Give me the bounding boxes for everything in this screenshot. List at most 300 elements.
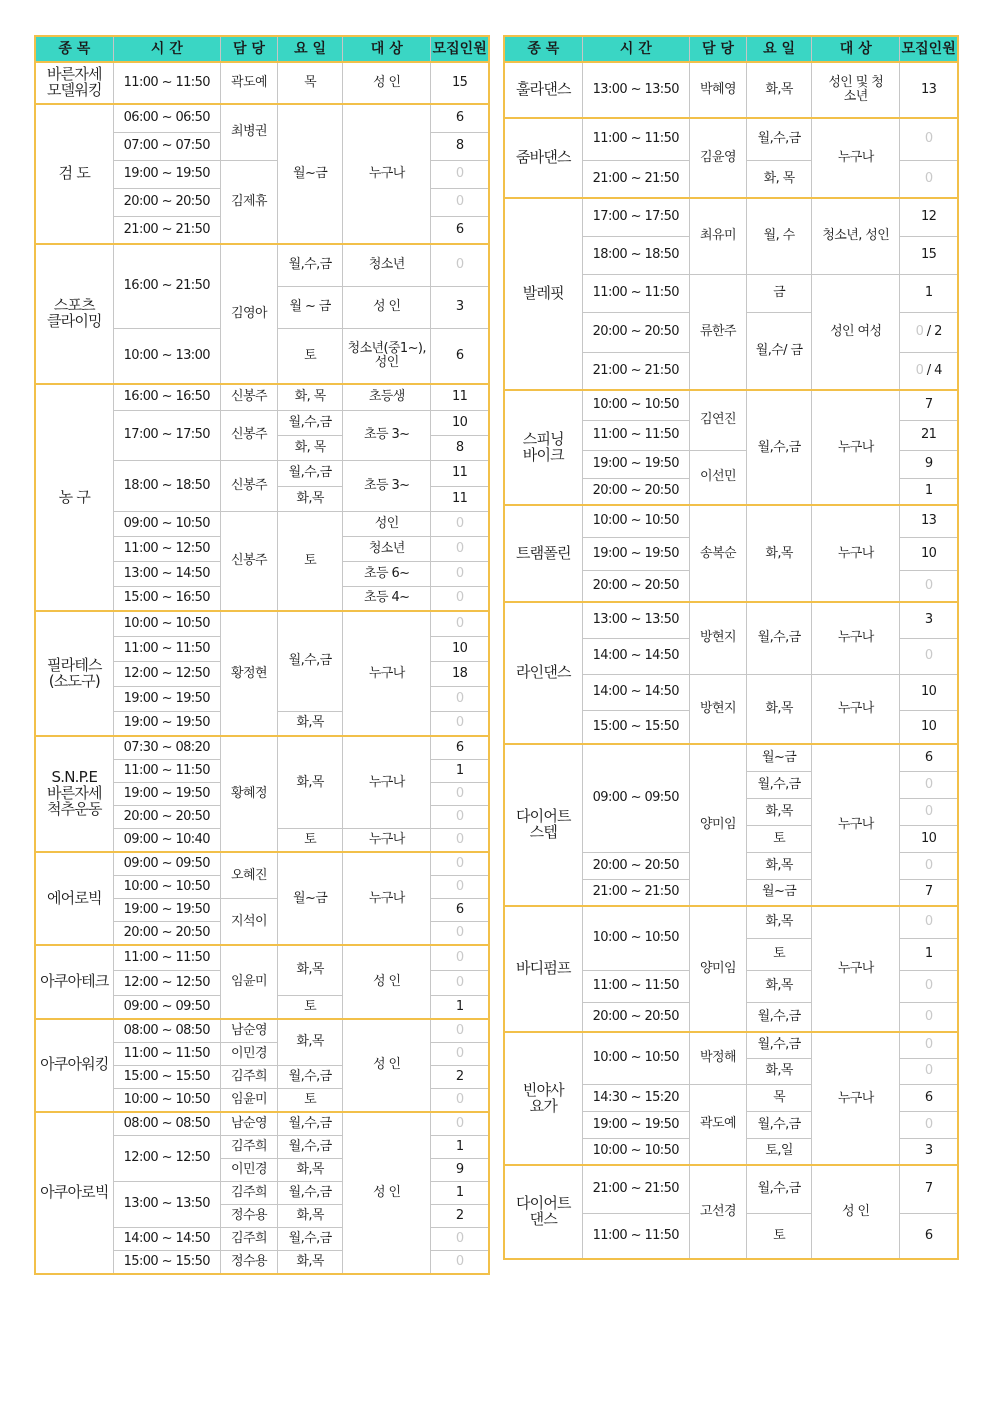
capacity-cell: 0 (431, 1112, 489, 1136)
days-cell: 월,수,금 (278, 1065, 343, 1088)
teacher-cell: 황혜정 (220, 736, 277, 852)
time-cell: 20:00 ~ 20:50 (582, 1002, 689, 1032)
time-cell: 20:00 ~ 20:50 (582, 852, 689, 879)
capacity-cell: 10 (431, 636, 489, 661)
time-cell: 11:00 ~ 11:50 (582, 1213, 689, 1259)
time-cell: 21:00 ~ 21:50 (582, 1165, 689, 1213)
program-group (35, 1019, 489, 1112)
teacher-cell: 박정해 (689, 1032, 746, 1084)
time-cell: 10:00 ~ 13:00 (113, 328, 220, 384)
time-cell: 19:00 ~ 19:50 (582, 537, 689, 570)
teacher-cell: 고선경 (689, 1165, 746, 1259)
capacity-cell: 10 (900, 537, 958, 570)
teacher-cell: 김주희 (220, 1181, 277, 1204)
capacity-cell: 0 (431, 561, 489, 586)
header-capacity: 모집인원 (431, 36, 489, 62)
days-cell: 토 (278, 511, 343, 611)
program-group (504, 1032, 958, 1165)
header-sport: 종 목 (504, 36, 582, 62)
table-row (504, 505, 958, 537)
capacity-cell: 1 (900, 478, 958, 505)
sport-name: 아쿠아로빅 (35, 1112, 113, 1274)
capacity-cell: 0 (431, 536, 489, 561)
capacity-cell: 0 (431, 611, 489, 636)
program-group (504, 505, 958, 602)
capacity-cell: 0 (900, 1058, 958, 1084)
time-cell: 13:00 ~ 13:50 (113, 1181, 220, 1227)
days-cell: 화,목 (278, 1250, 343, 1274)
target-cell: 성 인 (343, 1019, 431, 1112)
sport-name: 검 도 (35, 104, 113, 244)
days-cell: 월,수,금 (747, 1165, 812, 1213)
days-cell: 월, 수 (747, 198, 812, 274)
sport-name: 발레핏 (504, 198, 582, 390)
sport-name: 스피닝 바이크 (504, 390, 582, 505)
time-cell: 09:00 ~ 09:50 (113, 852, 220, 876)
table-row (35, 611, 489, 636)
teacher-cell: 송복순 (689, 505, 746, 602)
target-cell: 누구나 (343, 852, 431, 945)
capacity-cell: 0 (431, 829, 489, 853)
time-cell: 10:00 ~ 10:50 (582, 1032, 689, 1084)
capacity-cell: 10 (900, 825, 958, 852)
days-cell: 월,수,금 (278, 1227, 343, 1250)
teacher-cell: 류한주 (689, 274, 746, 390)
teacher-cell: 김영아 (220, 244, 277, 384)
capacity-cell: 8 (431, 132, 489, 160)
capacity-cell: 1 (431, 760, 489, 783)
table-row (35, 736, 489, 760)
capacity-cell: 0 (431, 711, 489, 736)
time-cell: 09:00 ~ 10:40 (113, 829, 220, 853)
capacity-cell: 0 (431, 1250, 489, 1274)
teacher-cell: 남순영 (220, 1112, 277, 1136)
time-cell: 19:00 ~ 19:50 (113, 711, 220, 736)
capacity-cell: 2 (431, 1065, 489, 1088)
days-cell: 월,수,금 (278, 611, 343, 711)
days-cell: 목 (278, 62, 343, 104)
target-cell: 성 인 (343, 945, 431, 1019)
table-row (504, 118, 958, 160)
teacher-cell: 양미임 (689, 744, 746, 906)
table-row (35, 945, 489, 970)
time-cell: 19:00 ~ 19:50 (113, 783, 220, 806)
capacity-cell: 15 (900, 236, 958, 274)
time-cell: 13:00 ~ 13:50 (582, 602, 689, 638)
target-cell: 초등 3~ (343, 460, 431, 511)
target-cell: 성인 (343, 511, 431, 536)
capacity-cell: 7 (900, 1165, 958, 1213)
target-cell: 누구나 (343, 611, 431, 736)
time-cell: 21:00 ~ 21:50 (582, 160, 689, 198)
sport-name: 트램폴린 (504, 505, 582, 602)
target-cell: 누구나 (812, 505, 900, 602)
target-cell: 누구나 (812, 602, 900, 674)
days-cell: 화,목 (278, 711, 343, 736)
capacity-cell: 6 (431, 328, 489, 384)
teacher-cell: 지석이 (220, 899, 277, 946)
time-cell: 10:00 ~ 10:50 (113, 1088, 220, 1112)
sport-name: 에어로빅 (35, 852, 113, 945)
time-cell: 17:00 ~ 17:50 (582, 198, 689, 236)
header-capacity: 모집인원 (900, 36, 958, 62)
days-cell: 화,목 (278, 486, 343, 511)
program-group (35, 945, 489, 1019)
time-cell: 11:00 ~ 11:50 (113, 760, 220, 783)
teacher-cell: 최병권 (220, 104, 277, 160)
time-cell: 11:00 ~ 12:50 (113, 536, 220, 561)
sport-name: S.N.P.E 바른자세 척추운동 (35, 736, 113, 852)
days-cell: 화,목 (747, 798, 812, 825)
header-sport: 종 목 (35, 36, 113, 62)
sport-name: 줌바댄스 (504, 118, 582, 198)
days-cell: 화,목 (278, 736, 343, 829)
teacher-cell: 김주희 (220, 1227, 277, 1250)
capacity-cell: 11 (431, 384, 489, 410)
capacity-cell: 0 (431, 1042, 489, 1065)
header-teacher: 담 당 (220, 36, 277, 62)
days-cell: 월,수,금 (278, 410, 343, 435)
time-cell: 19:00 ~ 19:50 (113, 899, 220, 922)
sport-name: 바른자세 모델워킹 (35, 62, 113, 104)
time-cell: 13:00 ~ 13:50 (582, 62, 689, 118)
capacity-cell: 0 (431, 783, 489, 806)
days-cell: 화,목 (747, 505, 812, 602)
program-group (35, 611, 489, 736)
table-row (35, 104, 489, 132)
days-cell: 월,수,금 (278, 1112, 343, 1136)
days-cell: 화,목 (747, 1058, 812, 1084)
days-cell: 토 (747, 938, 812, 970)
time-cell: 16:00 ~ 21:50 (113, 244, 220, 328)
teacher-cell: 이선민 (689, 450, 746, 505)
days-cell: 월,수,금 (747, 1002, 812, 1032)
time-cell: 10:00 ~ 10:50 (582, 390, 689, 420)
teacher-cell: 정수용 (220, 1250, 277, 1274)
capacity-cell: 0 (431, 876, 489, 899)
time-cell: 20:00 ~ 20:50 (582, 478, 689, 505)
time-cell: 11:00 ~ 11:50 (113, 636, 220, 661)
program-group (504, 1165, 958, 1259)
days-cell: 토 (278, 328, 343, 384)
capacity-cell: 10 (900, 674, 958, 710)
teacher-cell: 김주희 (220, 1135, 277, 1158)
time-cell: 13:00 ~ 14:50 (113, 561, 220, 586)
time-cell: 10:00 ~ 10:50 (582, 1138, 689, 1165)
teacher-cell: 김주희 (220, 1065, 277, 1088)
program-group (35, 62, 489, 104)
capacity-cell: 3 (431, 286, 489, 328)
capacity-cell: 0 (431, 160, 489, 188)
time-cell: 08:00 ~ 08:50 (113, 1112, 220, 1136)
teacher-cell: 임윤미 (220, 1088, 277, 1112)
teacher-cell: 신봉주 (220, 384, 277, 410)
time-cell: 11:00 ~ 11:50 (113, 1042, 220, 1065)
capacity-cell: 0 (431, 686, 489, 711)
time-cell: 08:00 ~ 08:50 (113, 1019, 220, 1043)
days-cell: 월~금 (747, 879, 812, 906)
days-cell: 토 (278, 995, 343, 1019)
capacity-cell: 0 (431, 1227, 489, 1250)
days-cell: 화,목 (278, 1019, 343, 1066)
days-cell: 월,수,금 (747, 771, 812, 798)
capacity-cell: 0 (900, 852, 958, 879)
sport-name: 아쿠아테크 (35, 945, 113, 1019)
time-cell: 19:00 ~ 19:50 (113, 160, 220, 188)
table-header (504, 36, 958, 62)
capacity-cell: 0 (431, 586, 489, 611)
sport-name: 훌라댄스 (504, 62, 582, 118)
capacity-cell: 8 (431, 435, 489, 460)
header-teacher: 담 당 (689, 36, 746, 62)
table-row (35, 62, 489, 104)
target-cell: 청소년(중1~), 성인 (343, 328, 431, 384)
days-cell: 월,수,금 (747, 602, 812, 674)
time-cell: 11:00 ~ 11:50 (113, 945, 220, 970)
table-header (35, 36, 489, 62)
time-cell: 06:00 ~ 06:50 (113, 104, 220, 132)
header-target: 대 상 (343, 36, 431, 62)
sport-name: 아쿠아워킹 (35, 1019, 113, 1112)
teacher-cell: 이민경 (220, 1042, 277, 1065)
days-cell: 화,목 (278, 945, 343, 995)
table-row (504, 906, 958, 938)
target-cell: 성 인 (812, 1165, 900, 1259)
header-time: 시 간 (113, 36, 220, 62)
capacity-cell: 2 (431, 1204, 489, 1227)
capacity-cell: 0 (431, 511, 489, 536)
table-row (35, 384, 489, 410)
capacity-cell: 10 (431, 410, 489, 435)
days-cell: 월,수,금 (747, 1111, 812, 1138)
header-time: 시 간 (582, 36, 689, 62)
capacity-cell: 9 (900, 450, 958, 478)
capacity-cell: 1 (431, 1135, 489, 1158)
capacity-cell: 7 (900, 390, 958, 420)
target-cell: 청소년 (343, 244, 431, 286)
time-cell: 20:00 ~ 20:50 (113, 922, 220, 946)
days-cell: 월,수,금 (278, 244, 343, 286)
capacity-cell: 0 (431, 806, 489, 829)
program-group (35, 104, 489, 244)
table-row (35, 852, 489, 876)
teacher-cell: 오혜진 (220, 852, 277, 899)
capacity-cell: 1 (900, 938, 958, 970)
table-row (504, 62, 958, 118)
capacity-cell: 0 (900, 160, 958, 198)
days-cell: 월,수,금 (747, 1032, 812, 1058)
target-cell: 성인 여성 (812, 274, 900, 390)
time-cell: 16:00 ~ 16:50 (113, 384, 220, 410)
days-cell: 토 (278, 1088, 343, 1112)
capacity-cell: 1 (431, 1181, 489, 1204)
program-group (504, 62, 958, 118)
days-cell: 화,목 (747, 674, 812, 744)
capacity-cell: 0 (431, 945, 489, 970)
capacity-cell: 21 (900, 420, 958, 450)
capacity-cell: 1 (900, 274, 958, 312)
days-cell: 토 (747, 1213, 812, 1259)
target-cell: 누구나 (812, 906, 900, 1032)
days-cell: 금 (747, 274, 812, 312)
teacher-cell: 곽도예 (689, 1084, 746, 1165)
capacity-cell: 0 (431, 188, 489, 216)
days-cell: 화, 목 (278, 435, 343, 460)
program-group (35, 384, 489, 611)
capacity-cell: 3 (900, 1138, 958, 1165)
target-cell: 청소년 (343, 536, 431, 561)
program-group (35, 244, 489, 384)
capacity-cell: 18 (431, 661, 489, 686)
days-cell: 토 (278, 829, 343, 853)
sport-name: 다이어트 댄스 (504, 1165, 582, 1259)
table-row (35, 244, 489, 286)
capacity-cell: 0 (431, 970, 489, 995)
target-cell: 초등 4~ (343, 586, 431, 611)
table-row (504, 744, 958, 771)
teacher-cell: 신봉주 (220, 460, 277, 511)
capacity-cell: 6 (431, 736, 489, 760)
table-row (504, 1165, 958, 1213)
days-cell: 월,수,금 (747, 118, 812, 160)
target-cell: 누구나 (343, 104, 431, 244)
time-cell: 14:00 ~ 14:50 (113, 1227, 220, 1250)
capacity-cell: 0 / 2 (900, 312, 958, 352)
target-cell: 초등생 (343, 384, 431, 410)
capacity-cell: 7 (900, 879, 958, 906)
target-cell: 초등 3~ (343, 410, 431, 460)
time-cell: 09:00 ~ 10:50 (113, 511, 220, 536)
capacity-cell: 13 (900, 505, 958, 537)
header-target: 대 상 (812, 36, 900, 62)
table-row (504, 1032, 958, 1058)
program-group (504, 390, 958, 505)
capacity-cell: 13 (900, 62, 958, 118)
program-group (504, 118, 958, 198)
time-cell: 11:00 ~ 11:50 (582, 420, 689, 450)
capacity-cell: 11 (431, 460, 489, 486)
teacher-cell: 곽도예 (220, 62, 277, 104)
capacity-cell: 6 (900, 1084, 958, 1111)
teacher-cell: 신봉주 (220, 511, 277, 611)
table-row (35, 1112, 489, 1136)
program-group (504, 906, 958, 1032)
target-cell: 초등 6~ (343, 561, 431, 586)
time-cell: 20:00 ~ 20:50 (113, 806, 220, 829)
capacity-cell: 6 (431, 899, 489, 922)
time-cell: 11:00 ~ 11:50 (582, 118, 689, 160)
time-cell: 10:00 ~ 10:50 (113, 611, 220, 636)
program-group (35, 852, 489, 945)
teacher-cell: 최유미 (689, 198, 746, 274)
time-cell: 15:00 ~ 15:50 (113, 1065, 220, 1088)
capacity-cell: 0 (900, 771, 958, 798)
program-group (504, 602, 958, 744)
days-cell: 화,목 (747, 62, 812, 118)
sport-name: 다이어트 스텝 (504, 744, 582, 906)
target-cell: 누구나 (343, 736, 431, 829)
header-days: 요 일 (278, 36, 343, 62)
program-group (35, 1112, 489, 1274)
days-cell: 화,목 (278, 1204, 343, 1227)
time-cell: 20:00 ~ 20:50 (582, 312, 689, 352)
time-cell: 18:00 ~ 18:50 (113, 460, 220, 511)
time-cell: 14:00 ~ 14:50 (582, 638, 689, 674)
days-cell: 월 ~ 금 (278, 286, 343, 328)
program-group (35, 736, 489, 852)
capacity-cell: 15 (431, 62, 489, 104)
time-cell: 09:00 ~ 09:50 (582, 744, 689, 852)
days-cell: 월,수,금 (278, 460, 343, 486)
schedule-table-left (34, 35, 490, 1275)
teacher-cell: 김제휴 (220, 160, 277, 244)
capacity-cell: 0 (900, 1111, 958, 1138)
capacity-cell: 3 (900, 602, 958, 638)
target-cell: 누구나 (812, 674, 900, 744)
time-cell: 21:00 ~ 21:50 (113, 216, 220, 244)
time-cell: 18:00 ~ 18:50 (582, 236, 689, 274)
capacity-cell: 0 (900, 970, 958, 1002)
time-cell: 15:00 ~ 15:50 (113, 1250, 220, 1274)
teacher-cell: 신봉주 (220, 410, 277, 460)
time-cell: 15:00 ~ 15:50 (582, 710, 689, 744)
time-cell: 20:00 ~ 20:50 (113, 188, 220, 216)
teacher-cell: 황정현 (220, 611, 277, 736)
time-cell: 10:00 ~ 10:50 (582, 505, 689, 537)
capacity-cell: 0 (900, 118, 958, 160)
capacity-cell: 11 (431, 486, 489, 511)
teacher-cell: 남순영 (220, 1019, 277, 1043)
time-cell: 12:00 ~ 12:50 (113, 970, 220, 995)
time-cell: 12:00 ~ 12:50 (113, 1135, 220, 1181)
capacity-cell: 6 (431, 104, 489, 132)
capacity-cell: 0 (900, 798, 958, 825)
teacher-cell: 방현지 (689, 602, 746, 674)
time-cell: 19:00 ~ 19:50 (113, 686, 220, 711)
time-cell: 17:00 ~ 17:50 (113, 410, 220, 460)
capacity-cell: 0 (431, 1019, 489, 1043)
table-row (504, 198, 958, 236)
sport-name: 스포츠 클라이밍 (35, 244, 113, 384)
days-cell: 월,수,금 (278, 1135, 343, 1158)
target-cell: 누구나 (812, 118, 900, 198)
capacity-cell: 12 (900, 198, 958, 236)
capacity-cell: 10 (900, 710, 958, 744)
time-cell: 21:00 ~ 21:50 (582, 352, 689, 390)
capacity-cell: 9 (431, 1158, 489, 1181)
capacity-cell: 0 (431, 922, 489, 946)
time-cell: 19:00 ~ 19:50 (582, 450, 689, 478)
time-cell: 20:00 ~ 20:50 (582, 570, 689, 602)
sport-name: 빈야사 요가 (504, 1032, 582, 1165)
target-cell: 성 인 (343, 62, 431, 104)
capacity-cell: 0 (900, 570, 958, 602)
days-cell: 월,수,금 (747, 390, 812, 505)
target-cell: 누구나 (812, 390, 900, 505)
teacher-cell: 김연진 (689, 390, 746, 450)
capacity-cell: 0 (431, 852, 489, 876)
time-cell: 10:00 ~ 10:50 (113, 876, 220, 899)
days-cell: 월,수,금 (278, 1181, 343, 1204)
days-cell: 월~금 (747, 744, 812, 771)
days-cell: 화,목 (747, 906, 812, 938)
schedule-table-right (503, 35, 959, 1260)
table-row (35, 1019, 489, 1043)
sport-name: 농 구 (35, 384, 113, 611)
sport-name: 라인댄스 (504, 602, 582, 744)
days-cell: 화,목 (747, 852, 812, 879)
time-cell: 21:00 ~ 21:50 (582, 879, 689, 906)
